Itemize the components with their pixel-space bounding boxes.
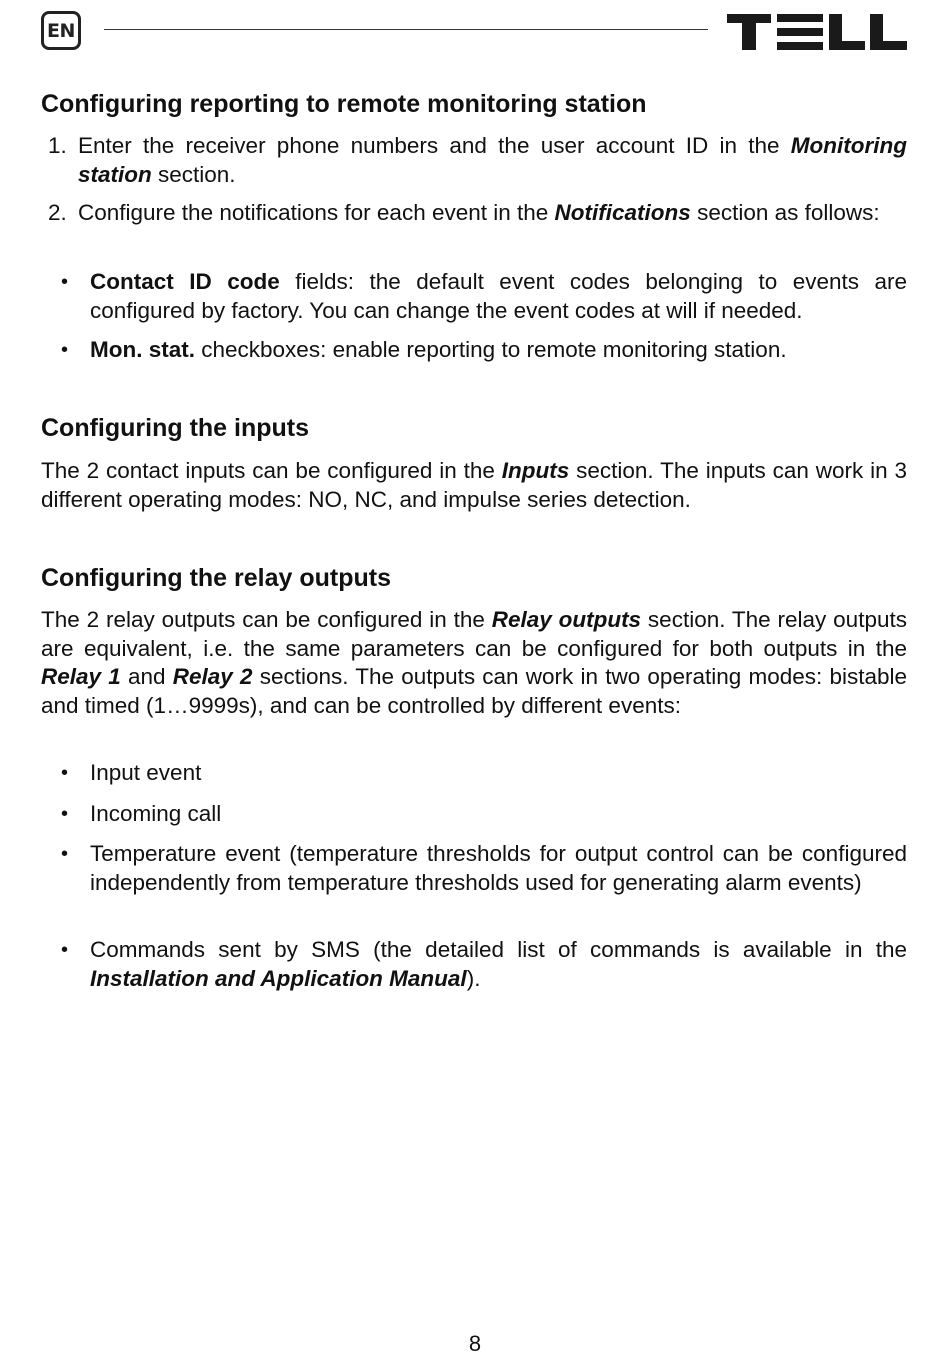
section-title-monitoring: Configuring reporting to remote monitoring station [41, 90, 647, 118]
paragraph-text: The 2 contact inputs can be configured in the [41, 458, 502, 483]
strong-mon-stat: Mon. stat. [90, 337, 195, 362]
section-title-inputs: Configuring the inputs [41, 414, 310, 442]
bullet-icon: • [61, 803, 69, 825]
section-title-relays: Configuring the relay outputs [41, 564, 391, 592]
bullet-item-temperature-event [61, 840, 907, 897]
language-badge: EN [41, 11, 81, 50]
emphasis-monitoring-station: Monitoring station [78, 133, 907, 187]
list-text: Enter the receiver phone numbers and the user account ID in the [78, 133, 791, 158]
emphasis-relay-1: Relay 1 [41, 664, 121, 689]
page-header [0, 0, 950, 60]
bullet-text: checkboxes: enable reporting to remote monitoring station. [195, 337, 787, 362]
tell-logo-icon [727, 14, 907, 50]
bullet-text: Incoming call [90, 801, 222, 826]
header-divider [104, 29, 708, 30]
bullet-text: Commands sent by SMS (the detailed list of commands is available in the [90, 937, 907, 962]
bullet-icon: • [61, 939, 69, 961]
list-number: 1. [48, 133, 67, 158]
bullet-item-input-event [61, 759, 907, 788]
paragraph-text: The 2 relay outputs can be configured in the [41, 607, 492, 632]
bullet-text: ). [466, 965, 481, 991]
list-text: section. [151, 161, 236, 187]
bullet-icon: • [61, 762, 69, 784]
bullet-text: fields: the default event codes belonging to events are configured by factory. You can change the event codes at will if needed. [90, 269, 907, 323]
bullet-item-mon-stat [61, 336, 907, 365]
list-text: section as follows: [690, 200, 880, 225]
list-number: 2. [48, 200, 67, 225]
bullet-item-sms-commands [61, 936, 907, 993]
paragraph-text: and [120, 664, 173, 689]
bullet-text: Temperature event (temperature thresholds for output control can be configured independently from temperature thresholds used for generating alarm events) [90, 841, 907, 895]
bullet-item-incoming-call [61, 800, 907, 829]
emphasis-relay-2: Relay 2 [172, 664, 253, 689]
bullet-icon: • [61, 271, 69, 293]
bullet-item-contact-id [61, 268, 907, 325]
paragraph-inputs [41, 457, 907, 514]
paragraph-text: sections. The outputs can work in two operating modes: bistable and timed (1…9999s), and can be controlled by different events: [41, 664, 907, 718]
paragraph-text: section. The inputs can work in 3 different operating modes: NO, NC, and impulse series detection. [41, 458, 908, 512]
emphasis-relay-outputs: Relay outputs [491, 607, 642, 632]
bullet-icon: • [61, 843, 69, 865]
page-number: 8 [468, 1331, 482, 1356]
paragraph-text: section. The relay outputs are equivalent, i.e. the same parameters can be configured for both outputs in the [41, 607, 907, 661]
emphasis-notifications: Notifications [554, 200, 691, 225]
bullet-text: Input event [90, 760, 202, 785]
emphasis-installation-manual: Installation and Application Manual [90, 965, 467, 991]
emphasis-inputs: Inputs [501, 458, 570, 483]
list-text: Configure the notifications for each event in the [78, 200, 555, 225]
list-item-step-1 [48, 132, 907, 189]
paragraph-relays [41, 606, 907, 720]
list-item-step-2 [48, 199, 907, 228]
strong-contact-id-code: Contact ID code [90, 269, 280, 294]
bullet-icon: • [61, 339, 69, 361]
